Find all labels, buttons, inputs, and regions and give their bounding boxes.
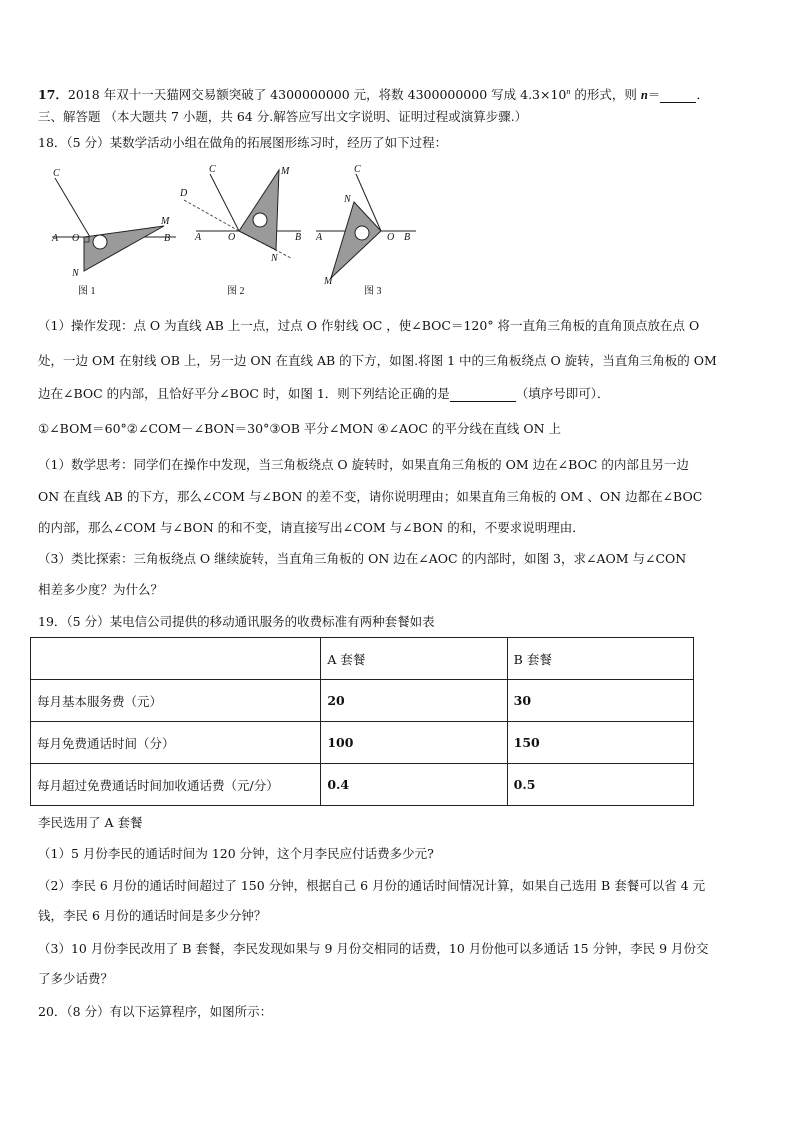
table-cell: 每月基本服务费（元） (31, 680, 321, 722)
q18-options: ①∠BOM＝60°②∠COM－∠BON＝30°③OB 平分∠MON ④∠AOC 的平分线在直线 ON 上 (38, 421, 561, 436)
table-header-cell: A 套餐 (321, 638, 507, 680)
q18-part1-line3-suffix: （填序号即可）． (515, 386, 610, 401)
q17-number: 17． (38, 87, 68, 103)
table-cell: 每月超过免费通话时间加收通话费（元/分） (31, 764, 321, 806)
fig2-label-o: O (228, 232, 236, 243)
table-header-cell (31, 638, 321, 680)
figure-3 (315, 164, 416, 297)
fig2-label-c: C (209, 164, 216, 175)
q18-answer-blank[interactable] (450, 388, 516, 402)
q17-equals: ＝ (647, 87, 661, 103)
fig3-label-m: M (324, 276, 333, 287)
fig2-caption: 图 2 (227, 286, 245, 297)
q19-sub2-line2: 钱，李民 6 月份的通话时间是多少分钟？ (38, 908, 267, 923)
table-header-cell: B 套餐 (507, 638, 693, 680)
q17-period: ． (696, 87, 709, 103)
q19-sub3-line2: 了多少话费？ (38, 971, 114, 986)
fig1-label-o: O (72, 233, 80, 244)
q17-text-2: 的形式，则 (570, 87, 641, 103)
q19-heading: 19．（5 分）某电信公司提供的移动通讯服务的收费标准有两种套餐如表 (38, 614, 435, 629)
fig1-label-b: B (164, 233, 171, 244)
fig2-label-n: N (271, 253, 278, 264)
q17-line (38, 84, 709, 103)
fig3-label-b: B (404, 232, 411, 243)
fig1-caption: 图 1 (78, 286, 96, 297)
q17-text: 2018 年双十一天猫网交易额突破了 4300000000 元，将数 4300000000 写成 4.3×10 (67, 87, 567, 103)
q17-answer-blank[interactable] (660, 89, 696, 103)
fig1-label-c: C (53, 168, 60, 179)
q20-heading: 20．（8 分）有以下运算程序，如图所示： (38, 1004, 273, 1019)
q18-heading: 18．（5 分）某数学活动小组在做角的拓展图形练习时，经历了如下过程： (38, 135, 448, 150)
fig2-label-m: M (281, 166, 290, 177)
table-row (31, 722, 694, 764)
q18-part3-line1: （3）类比探索：三角板绕点 O 继续旋转，当直角三角板的 ON 边在∠AOC 的内部时，如图 3，求∠AOM 与∠CON (38, 551, 687, 566)
q17-variable: n (640, 88, 648, 103)
q19-after-table: 李民选用了 A 套餐 (38, 815, 143, 830)
q19-sub3-line1: （3）10 月份李民改用了 B 套餐，李民发现如果与 9 月份交相同的话费，10 月份他可以多通话 15 分钟，李民 9 月份交 (38, 941, 709, 956)
fig1-label-n: N (72, 268, 79, 279)
q18-figures (38, 160, 428, 300)
fee-table (30, 637, 694, 806)
q18-part2-line3: 的内部，那么∠COM 与∠BON 的和不变，请直接写出∠COM 与∠BON 的和，不要求说明理由． (38, 520, 585, 535)
table-cell: 150 (507, 722, 693, 764)
fig3-label-c: C (354, 164, 361, 175)
fig3-label-a: A (316, 232, 323, 243)
fig2-label-b: B (295, 232, 302, 243)
section-3-heading: 三、解答题 （本大题共 7 小题，共 64 分.解答应写出文字说明、证明过程或演算步骤.） (38, 109, 528, 124)
fig3-label-n: N (344, 194, 351, 205)
q18-part1-line3 (38, 386, 610, 402)
q18-figure-svg (38, 160, 428, 300)
q18-part2-line2: ON 在直线 AB 的下方，那么∠COM 与∠BON 的差不变，请你说明理由；如果直角三角板的 OM 、ON 边都在∠BOC (38, 489, 703, 504)
fig2-label-a: A (195, 232, 202, 243)
q18-part3-line2: 相差多少度？为什么？ (38, 582, 164, 597)
fig2-label-d: D (180, 188, 188, 199)
table-row (31, 764, 694, 806)
table-cell: 30 (507, 680, 693, 722)
q19-sub1: （1）5 月份李民的通话时间为 120 分钟，这个月李民应付话费多少元? (38, 846, 434, 861)
q18-part1-line1: （1）操作发现：点 O 为直线 AB 上一点，过点 O 作射线 OC ，使∠BOC＝120° 将一直角三角板的直角顶点放在点 O (38, 318, 700, 333)
fig3-caption: 图 3 (364, 286, 382, 297)
table-cell: 100 (321, 722, 507, 764)
fig3-label-o: O (387, 232, 395, 243)
table-cell: 20 (321, 680, 507, 722)
q18-part1-line3-text: 边在∠BOC 的内部，且恰好平分∠BOC 时，如图 1．则下列结论正确的是 (38, 386, 450, 401)
figure-2 (179, 164, 301, 297)
table-cell: 0.4 (321, 764, 507, 806)
q17-exponent: n (566, 87, 571, 96)
table-cell: 每月免费通话时间（分） (31, 722, 321, 764)
table-header-row (31, 638, 694, 680)
table-row (31, 680, 694, 722)
fig1-label-m: M (161, 216, 170, 227)
fig1-label-a: A (52, 233, 59, 244)
q18-part1-line2: 处，一边 OM 在射线 OB 上，另一边 ON 在直线 AB 的下方，如图.将图 1 中的三角板绕点 O 旋转，当直角三角板的 OM (38, 353, 717, 368)
figure-1 (51, 168, 176, 297)
q19-sub2-line1: （2）李民 6 月份的通话时间超过了 150 分钟，根据自己 6 月份的通话时间情况计算，如果自己选用 B 套餐可以省 4 元 (38, 878, 706, 893)
q18-part2-line1: （1）数学思考：同学们在操作中发现，当三角板绕点 O 旋转时，如果直角三角板的 OM 边在∠BOC 的内部且另一边 (38, 457, 689, 472)
table-cell: 0.5 (507, 764, 693, 806)
